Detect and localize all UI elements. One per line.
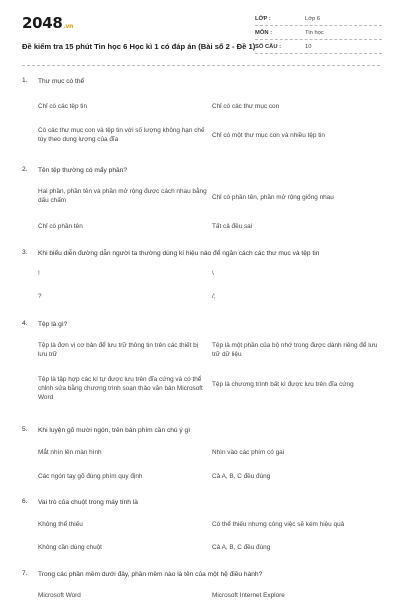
question-text: Trong các phần mềm dưới đây, phần mềm nào là tên của một hệ điều hành?: [38, 571, 263, 578]
meta-value: 10: [305, 44, 312, 50]
question-text: Vai trò của chuột trong máy tính là: [38, 499, 138, 506]
option-c[interactable]: Tệp là tập hợp các kí tự được lưu trên đĩa cứng và có thể chỉnh sửa bằng chương trình soạn thảo văn bản Microsoft Word: [38, 376, 203, 401]
logo-text: 2048: [22, 14, 63, 32]
document-title: Đề kiểm tra 15 phút Tin học 6 Học kì 1 có đáp án (Bài số 2 - Đề 1): [22, 42, 256, 51]
meta-label: SỐ CÂU :: [255, 44, 282, 50]
question-text: Khi luyện gõ mười ngón, trên bàn phím cần chú ý gì: [38, 427, 191, 434]
option-c[interactable]: Không cần dùng chuột: [38, 544, 102, 551]
option-c[interactable]: Chỉ có phần tên: [38, 223, 83, 230]
option-d[interactable]: Tất cả đều sai: [212, 223, 253, 230]
question-text: Tên tệp thường có mấy phần?: [38, 167, 128, 174]
question-number: 2.: [22, 166, 28, 173]
meta-row-count: [255, 40, 382, 54]
option-a[interactable]: Mắt nhìn lên màn hình: [38, 449, 102, 456]
meta-value: Lớp 6: [305, 16, 321, 22]
question-number: 4.: [22, 320, 28, 327]
option-a[interactable]: Chỉ có các tệp tin: [38, 103, 88, 110]
question-number: 1.: [22, 77, 28, 84]
meta-row-class: [255, 12, 382, 26]
option-a[interactable]: !: [38, 270, 40, 277]
header-divider: [22, 65, 380, 66]
site-logo[interactable]: [22, 14, 73, 32]
option-d[interactable]: /;: [212, 293, 216, 300]
header: [22, 12, 382, 60]
option-b[interactable]: \: [212, 270, 214, 277]
option-b[interactable]: Nhìn vào các phím có gai: [212, 449, 285, 456]
option-c[interactable]: ?: [38, 293, 42, 300]
question-text: Khi biểu diễn đường dẫn người ta thường dùng kí hiệu nào để ngăn cách các thư mục và tệp tin: [38, 250, 320, 257]
option-c[interactable]: Có các thư mục con và tệp tin với số lượng không hạn chế tùy theo dung lượng của đĩa: [38, 127, 205, 143]
logo-suffix: .vn: [63, 23, 74, 30]
meta-table: [255, 12, 382, 54]
option-a[interactable]: Tệp là đơn vị cơ bản để lưu trữ thông tin trên các thiết bị lưu trữ: [38, 342, 199, 358]
option-b[interactable]: Microsoft Internet Explore: [212, 592, 285, 599]
option-d[interactable]: Cả A, B, C đều đúng: [212, 473, 271, 480]
option-b[interactable]: Chỉ có các thư mục con: [212, 103, 280, 110]
option-d[interactable]: Tệp là chương trình bất kì được lưu trên đĩa cứng: [212, 381, 354, 388]
option-b[interactable]: Tệp là một phần của bộ nhớ trong được dành riêng để lưu trữ dữ liệu: [212, 342, 378, 358]
question-number: 3.: [22, 249, 28, 256]
option-b[interactable]: Chỉ có phần tên, phần mở rộng giống nhau: [212, 194, 334, 201]
question-text: Thư mục có thể: [38, 78, 85, 85]
option-a[interactable]: Hai phần, phần tên và phần mở rộng được cách nhau bằng dấu chấm: [38, 188, 207, 204]
meta-label: MÔN :: [255, 30, 273, 36]
question-number: 6.: [22, 498, 28, 505]
question-text: Tệp là gì?: [38, 321, 68, 328]
meta-value: Tin học: [305, 30, 324, 36]
option-c[interactable]: Các ngón tay gõ đúng phím quy định: [38, 473, 143, 480]
option-d[interactable]: Chỉ có một thư mục con và nhiều tệp tin: [212, 132, 325, 139]
question-number: 7.: [22, 570, 28, 577]
option-d[interactable]: Cả A, B, C đều đúng: [212, 544, 271, 551]
meta-label: LỚP :: [255, 16, 271, 22]
option-a[interactable]: Microsoft Word: [38, 592, 81, 599]
question-number: 5.: [22, 426, 28, 433]
option-a[interactable]: Không thể thiếu: [38, 521, 83, 528]
meta-row-subject: [255, 26, 382, 40]
option-b[interactable]: Có thể thiếu nhưng công việc sẽ kém hiệu quả: [212, 521, 345, 528]
